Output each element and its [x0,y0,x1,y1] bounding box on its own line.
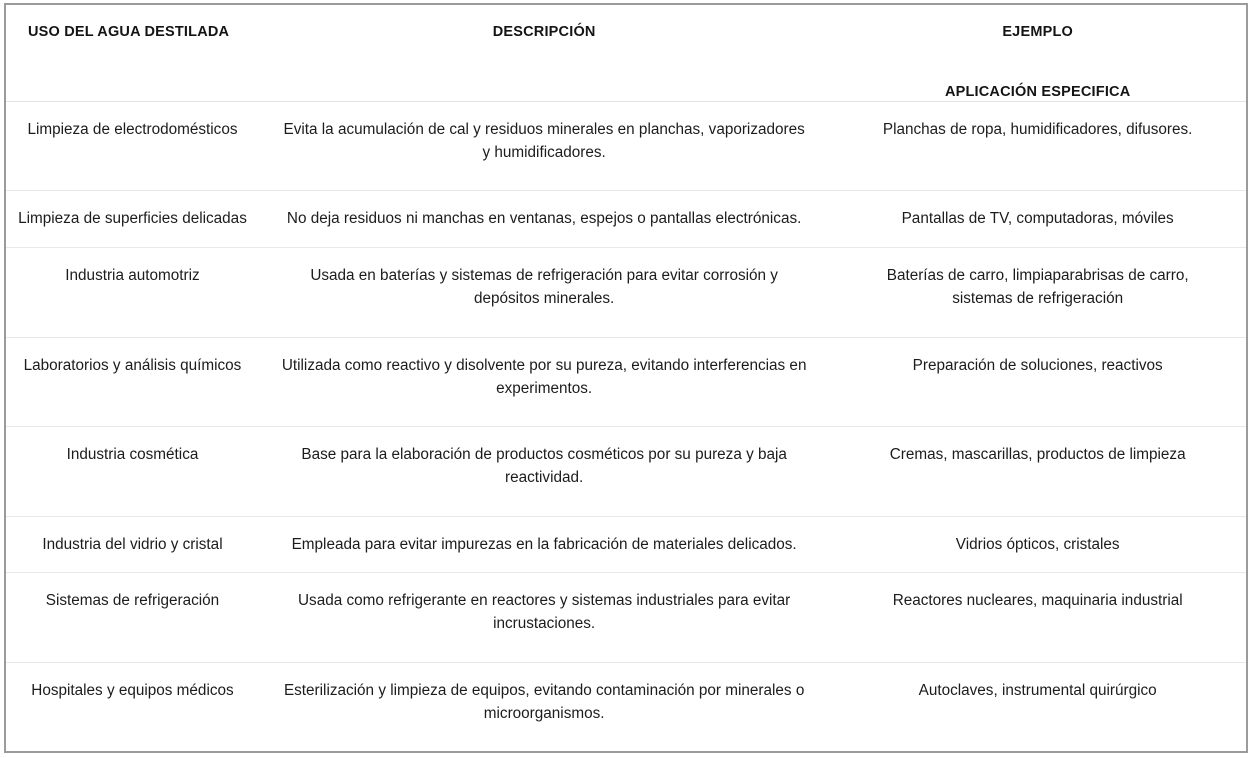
table-row [6,191,1246,248]
table-row [6,102,1246,191]
cell-use: Industria del vidrio y cristal [6,516,259,573]
cell-example: Baterías de carro, limpiaparabrisas de carro, sistemas de refrigeración [829,248,1246,337]
table-row [6,662,1246,751]
table-row [6,516,1246,573]
cell-description: Empleada para evitar impurezas en la fabricación de materiales delicados. [259,516,829,573]
uses-of-distilled-water-table [6,5,1246,751]
cell-use: Industria automotriz [6,248,259,337]
cell-use: Laboratorios y análisis químicos [6,337,259,426]
cell-description: Base para la elaboración de productos cosméticos por su pureza y baja reactividad. [259,427,829,516]
cell-use: Sistemas de refrigeración [6,573,259,662]
cell-description: Evita la acumulación de cal y residuos minerales en planchas, vaporizadores y humidificadores. [259,102,829,191]
cell-example: Preparación de soluciones, reactivos [829,337,1246,426]
table-container [4,3,1248,753]
column-header-description-label: DESCRIPCIÓN [492,24,596,40]
cell-example: Autoclaves, instrumental quirúrgico [918,681,1157,699]
cell-use: Industria cosmética [6,427,259,516]
cell-example: Cremas, mascarillas, productos de limpieza [829,427,1246,516]
cell-example: Pantallas de TV, computadoras, móviles [829,191,1246,248]
column-header-example-sublabel: APLICACIÓN ESPECIFICA [944,84,1131,100]
cell-use: Limpieza de superficies delicadas [6,191,259,248]
table-row [6,337,1246,426]
column-header-example [829,5,1246,102]
cell-description: Usada como refrigerante en reactores y sistemas industriales para evitar incrustaciones. [259,573,829,662]
table-body [6,102,1246,752]
cell-description: No deja residuos ni manchas en ventanas, espejos o pantallas electrónicas. [259,191,829,248]
column-header-use-label: USO DEL AGUA DESTILADA [28,24,230,40]
cell-use: Limpieza de electrodomésticos [6,102,259,191]
table-row [6,427,1246,516]
table-row [6,248,1246,337]
cell-example: Planchas de ropa, humidificadores, difusores. [829,102,1246,191]
header-row [6,5,1246,102]
table-row [6,573,1246,662]
cell-description: Esterilización y limpieza de equipos, evitando contaminación por minerales o microorganismos. [283,681,805,722]
cell-description: Utilizada como reactivo y disolvente por su pureza, evitando interferencias en experimentos. [259,337,829,426]
column-header-description [259,5,829,102]
cell-use: Hospitales y equipos médicos [31,681,234,699]
table-header [6,5,1246,102]
column-header-use [6,5,259,102]
cell-example: Vidrios ópticos, cristales [829,516,1246,573]
column-header-example-label: EJEMPLO [1002,24,1074,40]
cell-description: Usada en baterías y sistemas de refrigeración para evitar corrosión y depósitos minerales. [259,248,829,337]
cell-example: Reactores nucleares, maquinaria industrial [829,573,1246,662]
